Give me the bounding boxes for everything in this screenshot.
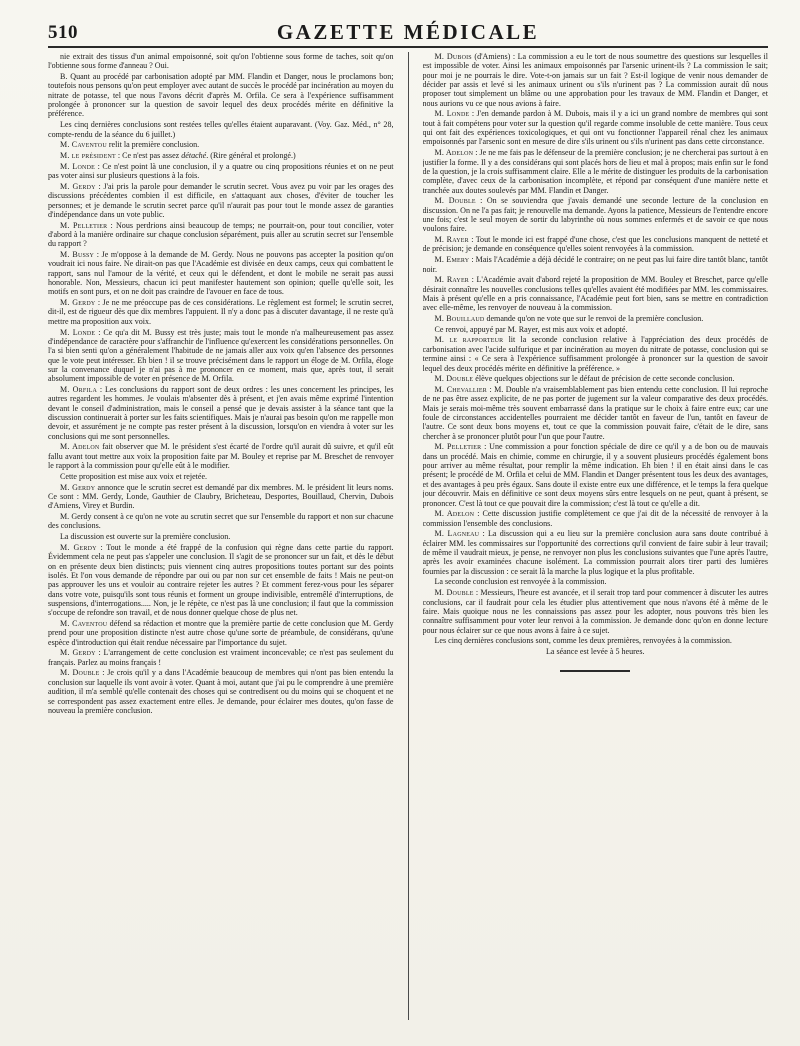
- speaker-name: M. Double: [434, 196, 476, 206]
- speaker-name: M. Gerdy: [60, 298, 96, 308]
- paragraph-text: : Les conclusions du rapport sont de deux ordres : les unes concernent les principes, les autres regardent les hommes. Je voulais m'absenter dès à présent, et j'en avais même exprimé l'intention devant le conseil d'administration, mais le conseil a pensé que je devais assister à la séance tant que la discussion continuerait à porter sur les faits scientifiques. Mais je n'aurai pas besoin qu'on me rappelle mon devoir, et assurément je ne compte pas rester présent à la discussion, lorsqu'on en viendra à voter sur les conclusions qui me sont personnelles.: [48, 384, 394, 441]
- paragraph-text: Ce renvoi, appuyé par M. Rayer, est mis aux voix et adopté.: [434, 324, 628, 334]
- paragraph: [423, 325, 769, 334]
- paragraph: [48, 52, 394, 71]
- speaker-name: M. Double: [434, 588, 474, 598]
- speaker-name: M. Dubois: [434, 52, 472, 61]
- paragraph: [423, 255, 769, 274]
- paragraph: [423, 335, 769, 372]
- paragraph-text: : Ce n'est pas assez: [115, 151, 182, 160]
- paragraph: [48, 162, 394, 181]
- speaker-name: M. Gerdy: [60, 542, 97, 552]
- speaker-name: M. Emery: [434, 255, 470, 265]
- paragraph: [423, 588, 769, 635]
- speaker-name: M. Gerdy: [60, 648, 96, 658]
- paragraph-text: lit la seconde conclusion relative à l'appréciation des deux procédés de carbonisation avec l'acide sulfurique et par incinération au moyen du nitrate de potasse, conclusion qui se termine ainsi : « Ce sera à l'expérience suffisamment prolongée à prononcer sur la question de savoir lequel des deux procédés mérite en définitive la préférence. »: [422, 335, 768, 373]
- speaker-name: M. Adelon: [434, 148, 474, 158]
- paragraph-text: : J'en demande pardon à M. Dubois, mais il y a ici un grand nombre de membres qui sont tout à fait compétens pour voter sur la question qu'il regarde comme insoluble de cette manière. Tous ceux qui ont fait des expériences toxicologiques, et qui ont vu fonctionner l'appareil rénal chez les animaux empoisonnés par l'arsenic sont en mesure de dire s'ils urinent ou s'ils n'urinent pas dans cette circonstance.: [422, 109, 768, 147]
- paragraph-text: : La discussion qui a eu lieu sur la première conclusion aura sans doute contribué à éclairer MM. les commissaires sur l'opportunité des corrections qu'il convient de faire subir à leur travail; de même il vaudrait mieux, je pense, ne renvoyer non plus les conclusions suivantes que l'une après l'autre, après les avoir examinées chacune isolément. La commission pourrait alors tirer parti des lumières fournies par la discussion : ce serait là la marche la plus logique et la plus profitable.: [422, 529, 768, 576]
- speaker-name: M. Double: [434, 374, 474, 384]
- paragraph-tail: . (Rire général et prolongé.): [206, 151, 296, 160]
- speaker-name: M. Gerdy: [60, 482, 96, 492]
- paragraph-text: : L'Académie avait d'abord rejeté la proposition de MM. Bouley et Breschet, parce qu'elle désirait connaître les nouvelles conclusions telles qu'elles avaient été modifiées par MM. les commissaires. Mais à présent qu'elle en a pris connaissance, l'Académie peut fort bien, sans se mettre en contradiction avec elle-même, les renvoyer de nouveau à la commission.: [422, 275, 768, 313]
- speaker-name: M. Londe: [434, 109, 470, 119]
- paragraph: [48, 512, 394, 531]
- paragraph-text: : Cette discussion justifie complètement ce que j'ai dit de la nécessité de renvoyer à la commission l'ensemble des conclusions.: [422, 509, 768, 528]
- paragraph: [48, 182, 394, 219]
- paragraph-text: annonce que le scrutin secret est demandé par dix membres. M. le président lit leurs noms. Ce sont : MM. Gerdy, Londe, Gauthier de Claubry, Bricheteau, Desportes, Bouillaud, Chervin, Dubois d'Amiens, Virey et Burdin.: [48, 482, 394, 511]
- column-divider: [408, 52, 409, 1020]
- paragraph: [423, 529, 769, 576]
- speaker-name: M. le rapporteur: [434, 335, 504, 345]
- paragraph: [48, 140, 394, 149]
- page-header: [48, 14, 768, 48]
- speaker-name: M. Rayer: [434, 235, 469, 245]
- speaker-name: M. Bussy: [60, 250, 95, 259]
- paragraph: [48, 221, 394, 249]
- article-columns: [48, 52, 768, 1020]
- paragraph-text: B. Quant au procédé par carbonisation adopté par MM. Flandin et Danger, nous le proclamons bon; toutefois nous pensons qu'on peut employer avec autant de succès le procédé par incinération au moyen du nitrate de potasse, tel que nous l'avons décrit d'après M. Orfila. Ce sera à l'expérience suffisamment prolongée à prononcer sur la question de savoir lequel des deux procédés mérite en définitive la préférence.: [48, 72, 394, 119]
- paragraph-text: : Je m'oppose à la demande de M. Gerdy. Nous ne pouvons pas accepter la position qu'on voudrait ici nous faire. Ne dirait-on pas que l'Académie est divisée en deux camps, ceux qui combattent le rapport, sans nul l'amour de la vérité, et ceux qui le défendent, et dont le mobile ne serait pas aussi honorable. Non, Messieurs, chacun ici peut manifester hautement son opinion; quelle qu'elle soit, les motifs en sont purs, et on ne doit pas craindre de l'avouer en face de tous.: [48, 250, 394, 297]
- paragraph: [48, 250, 394, 297]
- paragraph-text: Les cinq dernières conclusions sont, comme les deux premières, renvoyées à la commission.: [434, 636, 732, 646]
- paragraph-text: nie extrait des tissus d'un animal empoisonné, soit qu'on l'obtienne sous forme de taches, soit qu'on l'obtienne sous forme d'anneau ? Oui.: [48, 52, 394, 71]
- paragraph-text: : M. Double n'a vraisemblablement pas bien entendu cette conclusion. Il lui reproche de ne pas être assez explicite, de ne pas porter de jugement sur la valeur comparative des deux procédés. Mais je serais moi-même très souvent embarrassé dans la pratique sur le choix à faire entre eux; car une foule de circonstances accidentelles pourraient me décider tantôt en faveur de l'un, tantôt en faveur de l'autre. Ce sont deux bons moyens et, tout ce que la commission pouvait faire, c'était de le dire, sans chercher à se prononcer plutôt pour l'un que pour l'autre.: [422, 384, 768, 441]
- paragraph-text: La séance est levée à 5 heures.: [545, 647, 645, 656]
- paragraph: [423, 385, 769, 441]
- speaker-name: M. Bouillaud: [434, 314, 485, 324]
- paragraph-text: demande qu'on ne vote que sur le renvoi de la première conclusion.: [484, 314, 704, 324]
- paragraph-text: : Une commission a pour fonction spéciale de dire ce qu'il y a de bon ou de mauvais dans un procédé. Mais en chimie, comme en chirurgie, il y a souvent plusieurs procédés également bons pour arriver au même résultat, pour remplir la même indication. Eh bien ! il en était ainsi dans le cas présent; le procédé de M. Orfila et celui de MM. Flandin et Danger présentent tous les deux des avantages, et des avantages à peu près égaux. Sans doute il existe entre eux une différence, et le temps la fera quelque jour découvrir. Mais en définitive ce sont deux moyens sûrs entre lesquels on ne peut, quant à présent, se prononcer. C'est là tout ce que pouvait dire la commission; c'est là tout ce qu'elle a dit.: [422, 442, 768, 508]
- paragraph: [423, 275, 769, 312]
- paragraph: [48, 472, 394, 481]
- end-rule: [560, 670, 630, 672]
- paragraph: [48, 543, 394, 618]
- paragraph-text: (d'Amiens) : La commission a eu le tort de nous soumettre des questions sur lesquelles il est impossible de voter. Ainsi les animaux empoisonnés par l'arsenic urinent-ils ? La commission le sait; pour moi je ne pourrais le dire. Vote-t-on jamais sur un fait ? Est-il logique de venir nous demander de décider par assis et levé si les animaux urinent ou s'ils n'urinent pas ? La commission aurait dû nous proposer tout simplement un blâme ou une approbation pour les travaux de MM. Flandin et Danger, et nous aurions vu ce que nous avions à faire.: [422, 52, 768, 108]
- left-column: [48, 52, 394, 1020]
- paragraph-text: : L'arrangement de cette conclusion est vraiment inconcevable; ce n'est pas seulement du français. Parlez au moins français !: [48, 648, 394, 667]
- speaker-name: M. Pelletier: [60, 220, 108, 230]
- paragraph-text: La seconde conclusion est renvoyée à la commission.: [434, 577, 607, 587]
- speaker-name: M. Orfila: [60, 384, 97, 394]
- paragraph: [423, 442, 769, 507]
- paragraph-text: : Messieurs, l'heure est avancée, et il serait trop tard pour commencer à discuter les autres conclusions, car il faudrait pour cela les étudier plus attentivement que nous n'avons été à même de le faire. Mais quoique nous ne les connaissions pas assez pour les adopter, nous pouvons très bien les connaître suffisamment pour voter leur renvoi à la commission. Je demande donc qu'on en donne lecture pour nous éclairer sur ce que nous avons à faire à ce sujet.: [422, 588, 768, 635]
- paragraph: [48, 385, 394, 441]
- paragraph: [48, 483, 394, 511]
- paragraph: [48, 648, 394, 667]
- paragraph: [48, 532, 394, 541]
- speaker-name: M. Adelon: [60, 442, 100, 452]
- page-number: 510: [48, 22, 78, 43]
- speaker-name: M. le président: [60, 151, 116, 160]
- paragraph-text: M. Gerdy consent à ce qu'on ne vote au scrutin secret que sur l'ensemble du rapport et non sur chacune des conclusions.: [48, 512, 394, 531]
- paragraph-text: relit la première conclusion.: [106, 140, 200, 150]
- paragraph-text: : Tout le monde ici est frappé d'une chose, c'est que les conclusions manquent de netteté et de précision; je demande en conséquence qu'elles soient renvoyées à la commission.: [422, 235, 768, 254]
- paragraph: [48, 442, 394, 470]
- paragraph: [423, 52, 769, 108]
- speaker-name: M. Londe: [60, 327, 96, 337]
- paragraph-text: Cette proposition est mise aux voix et rejetée.: [60, 471, 208, 481]
- paragraph: [423, 636, 769, 645]
- journal-title: GAZETTE MÉDICALE: [276, 20, 540, 44]
- paragraph: [48, 328, 394, 384]
- speaker-name: M. Double: [60, 668, 100, 678]
- speaker-name: M. Rayer: [434, 275, 470, 285]
- paragraph: [423, 374, 769, 383]
- paragraph: [423, 647, 769, 656]
- paragraph: [423, 235, 769, 254]
- paragraph-text: défend sa rédaction et montre que la première partie de cette conclusion que M. Gerdy prend pour une proposition distincte n'est autre chose qu'une sorte de préambule, de considérans, qu'une espèce d'introduction qui était rendue nécessaire par l'importance du sujet.: [48, 618, 394, 647]
- paragraph: [48, 619, 394, 647]
- paragraph-text: : Nous perdrions ainsi beaucoup de temps; ne pourrait-on, pour tout concilier, voter d'abord à la manière ordinaire sur chaque conclusion séparément, puis aller au scrutin secret sur l'ensemble du rapport ?: [48, 220, 394, 249]
- paragraph-text: : Je crois qu'il y a dans l'Académie beaucoup de membres qui n'ont pas bien entendu la conclusion sur laquelle ils vont avoir à voter. Quant à moi, autant que j'ai pu le comprendre à une première audition, il m'a semblé qu'elle contenait des choses qui se contredisent ou du moins qui se choquent et ne se correspondent pas assez exactement entre elles. Je demande, pour éclairer mes doutes, qu'on fasse de nouveau la première conclusion.: [48, 668, 394, 715]
- emphasis-text: détaché: [181, 151, 207, 160]
- right-column: [423, 52, 769, 1020]
- paragraph: [48, 298, 394, 326]
- speaker-name: M. Londe: [60, 161, 95, 171]
- speaker-name: M. Caventou: [60, 140, 107, 150]
- paragraph-text: La discussion est ouverte sur la première conclusion.: [60, 532, 231, 542]
- paragraph: [423, 196, 769, 233]
- paragraph: [48, 668, 394, 715]
- speaker-name: M. Adelon: [434, 509, 475, 519]
- paragraph: [423, 109, 769, 146]
- paragraph: [48, 72, 394, 119]
- paragraph-text: : J'ai pris la parole pour demander le scrutin secret. Vous avez pu voir par les orages des discussions précédentes combien il est difficile, en s'attaquant aux choses, d'éviter de toucher les personnes; et je demande le scrutin secret parce qu'il n'aurait pas pour tout le monde assez de garanties d'indépendance dans un vote public.: [48, 181, 394, 219]
- speaker-name: M. Gerdy: [60, 181, 96, 191]
- paragraph-text: : On se souviendra que j'avais demandé une seconde lecture de la conclusion en discussion. On ne l'a pas fait; je renouvelle ma demande. Ayons la patience, Messieurs de l'entendre encore une fois; c'est le seul moyen de sortir du labyrinthe où nous sommes enfermés et de savoir ce que nous voulons faire.: [422, 196, 768, 234]
- paragraph: [48, 120, 394, 139]
- paragraph: [423, 314, 769, 323]
- paragraph-text: Les cinq dernières conclusions sont restées telles qu'elles étaient auparavant. (Voy. Gaz. Méd., n° 28, compte-rendu de la séance du 6 juillet.): [48, 120, 394, 139]
- paragraph-text: : Ce n'est point là une conclusion, il y a quatre ou cinq propositions réunies et on ne peut pas voter ainsi sur plusieurs questions à la fois.: [48, 161, 394, 181]
- speaker-name: M. Lagneau: [434, 529, 480, 539]
- paragraph-text: : Mais l'Académie a déjà décidé le contraire; on ne peut pas lui faire dire tantôt blanc, tantôt noir.: [422, 255, 768, 274]
- paragraph-text: : Je ne me fais pas le défenseur de la première conclusion; je ne chercherai pas surtout à en justifier la forme. Il y a des considérans qui sont placés hors de lieu et mal à propos; mais enfin sur le fond de la question, je la crois suffisamment claire. Elle a le mérite de distinguer les produits de la carbonisation complète, d'avec ceux de la carbonisation incomplète, et répond par conséquent d'une manière nette et tranchée aux doutes soulevés par MM. Flandin et Danger.: [422, 148, 768, 195]
- paragraph: [423, 577, 769, 586]
- paragraph: [48, 151, 394, 160]
- paragraph-text: : Ce qu'a dit M. Bussy est très juste; mais tout le monde n'a malheureusement pas assez d'indépendance de caractère pour s'affranchir de l'influence qu'exercent les considérations personnelles. On l'a si bien senti qu'on a généralement l'habitude de ne jamais aller aux voix qu'en l'absence des personnes que le vote peut intéresser. Eh bien ! il se trouve précisément dans le rapport un éloge de M. Orfila, éloge sur la convenance duquel je n'ai pas à me prononcer en ce moment, mais que, après tout, il serait absolument impossible de voter en présence de M. Orfila.: [48, 327, 394, 384]
- paragraph: [423, 509, 769, 528]
- paragraph-text: fait observer que M. le président s'est écarté de l'ordre qu'il aurait dû suivre, et qu'il eût fallu avant tout mettre aux voix la proposition faite par M. Bouley et reprise par M. Breschet de renvoyer le rapport à la commission pour qu'elle eût à le modifier.: [48, 442, 394, 471]
- paragraph-text: : Je ne me préoccupe pas de ces considérations. Le règlement est formel; le scrutin secret, dit-il, est de rigueur dès que dix membres l'appuient. Il n'y a donc pas à discuter davantage, il ne reste qu'à mettre ma proposition aux voix.: [48, 298, 394, 326]
- speaker-name: M. Chevallier: [434, 384, 487, 394]
- paragraph-text: élève quelques objections sur le défaut de précision de cette seconde conclusion.: [473, 374, 735, 384]
- paragraph: [423, 148, 769, 195]
- paragraph-text: : Tout le monde a été frappé de la confusion qui règne dans cette partie du rapport. Évidemment cela ne peut pas s'appeler une conclusion. Il s'agit de se prononcer sur un fait, et dès le début on en présente deux bien distincts; puis viennent cinq autres propositions toutes portant sur des points isolés. Et l'on vous demande de répondre par oui ou par non sur cet ensemble de faits ! Mais ne peut-on pas approuver les uns et vouloir au contraire rejeter les autres ? Et comment ferez-vous pour les séparer dans votre vote, puisqu'ils sont tous réunis et forment un groupe indivisible, entremêlé d'interruptions, de suspensions, d'interrogations..... Non, je le répète, ce n'est pas là une conclusion; il faut que la commission s'occupe de refondre son travail, et de nous donner quelque chose de plus net.: [48, 542, 394, 618]
- speaker-name: M. Pelletier: [434, 442, 482, 452]
- speaker-name: M. Caventou: [60, 618, 108, 628]
